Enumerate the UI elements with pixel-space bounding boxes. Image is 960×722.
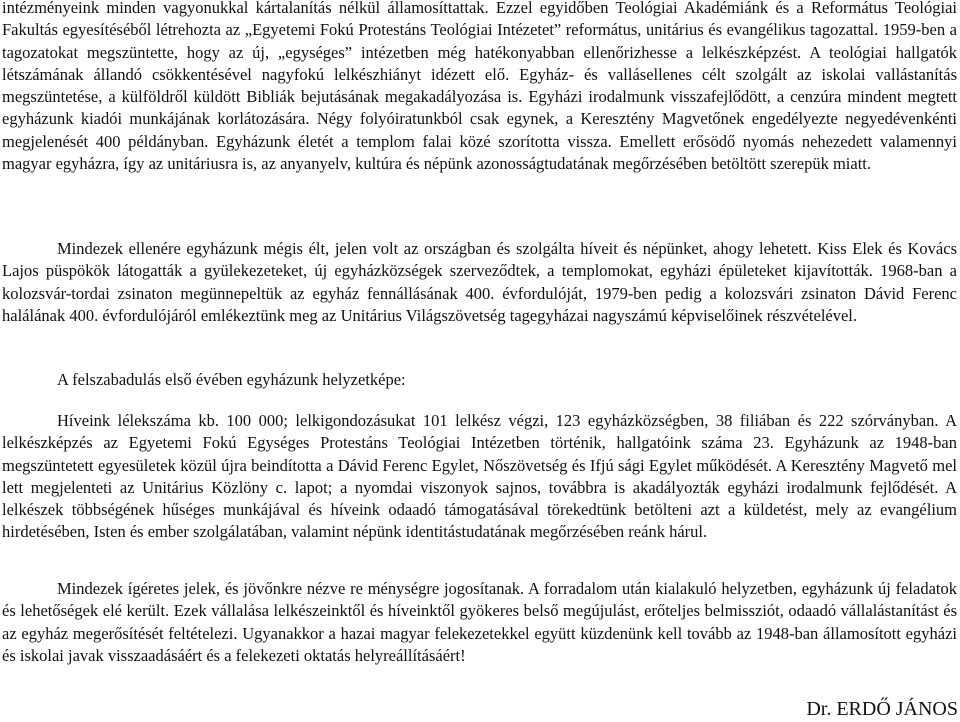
section-heading: A felszabadulás első évében egyházunk helyzetképe: bbox=[57, 370, 406, 389]
paragraph-church-life: Mindezek ellenére egyházunk mégis élt, jelen volt az országban és szolgálta híveit és népünket, ahogy lehetett. Kiss Elek és Kovács Lajos püspökök látogatták a gyülekezeteket, új egyházközségek szerveződtek, a templomokat, egyházi épületeket kijavították. 1968-ban a kolozsvár-tordai zsinaton megünnepeltük az egyház fennállásának 400. évfordulóját, 1979-ben pedig a kolozsvári zsinaton Dávid Ferenc halálának 400. évfordulójáról emlékeztünk meg az Unitárius Világszövetség tagegyházai nagyszámú képviselőinek részvételével. bbox=[2, 239, 957, 325]
paragraph-future: Mindezek ígéretes jelek, és jövőnkre nézve re ménységre jogosítanak. A forradalom után kialakuló helyzetben, egyházunk új feladatok és lehetőségek elé került. Ezek vállalása lelkészeinktől és híveinktől gyökeres belső megújulást, erőteljes belmissziót, odaadó vállalástanítást és az egyház megerősítését feltételezi. Ugyanakkor a hazai magyar felekezetekkel együtt küzdenünk kell tovább az 1948-ban államosított egyházi és iskolai javak visszaadásáért és a felekezeti oktatás helyreállításáért! bbox=[2, 579, 957, 665]
paragraph-statistics: Híveink lélekszáma kb. 100 000; lelkigondozásukat 101 lelkész végzi, 123 egyházközségben, 38 filiában és 222 szórványban. A lelkészképzés az Egyetemi Fokú Egységes Protestáns Teológiai Intézetben történik, hallgatóink száma 23. Egyházunk az 1948-ban megszüntetett egyesületek közül újra beindította a Dávid Ferenc Egylet, Nőszövetség és Ifjú sági Egylet működését. A Keresztény Magvető mel lett megjelenteti az Unitárius Közlöny c. lapot; a nyomdai viszonyok sajnos, továbbra is akadályozták egyházi irodalmunk fejlődését. A lelkészek többségének hűséges munkájával és híveink odaadó támogatásával törekedtünk betölteni azt a küldetést, mely az evangélium hirdetésében, Isten és ember szolgálatában, valamint népünk identitástudatának megőrzésében reánk hárul. bbox=[2, 411, 957, 542]
paragraph-nationalization: intézményeink minden vagyonukkal kártalanítás nélkül államosíttattak. Ezzel egyidőben Teológiai Akadémiánk és a Református Teológiai Fakultás egyesítéséből létrehozta az „Egyetemi Fokú Protestáns Teológiai Intézetet” református, unitárius és evangélikus tagozattal. 1959-ben a tagozatokat megszüntette, hogy az új, „egységes” intézetben még hatékonyabban ellenőrizhesse a lelkészképzést. A teológiai hallgatók létszámának állandó csökkentésével nagyfokú lelkészhiányt idézett elő. Egyház- és vallásellenes célt szolgált az iskolai vallástanítás megszüntetése, a külföldről küldött Bibliák bejutásának megakadályozása is. Egyházi irodalmunk visszafejlődött, a cenzúra mindent megtett egyházunk kiadói munkájának korlátozására. Négy folyóiratunkból csak egynek, a Keresztény Magvetőnek engedélyezte negyedévenkénti megjelenését 400 példányban. Egyházunk életét a templom falai közé szorította vissza. Emellett erősödő nyomás nehezedett valamennyi magyar egyházra, így az unitáriusra is, az anyanyelv, kultúra és népünk azonosságtudatának megőrzésében betöltött szerepük miatt. bbox=[2, 0, 957, 174]
author-signature: Dr. ERDŐ JÁNOS bbox=[806, 698, 958, 720]
